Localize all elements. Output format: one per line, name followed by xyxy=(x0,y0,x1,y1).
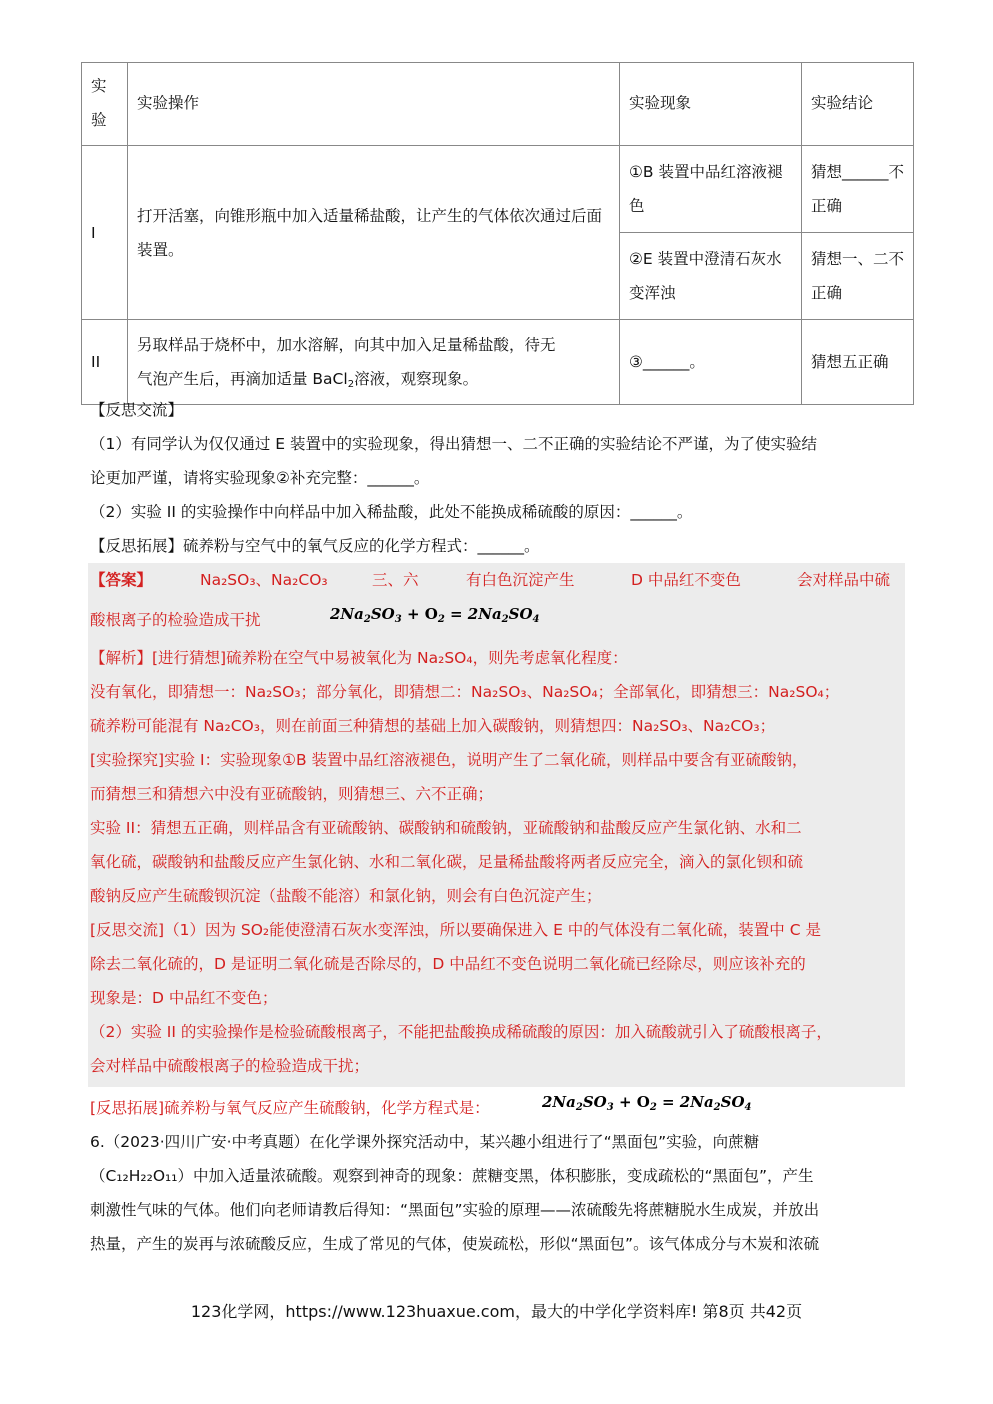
reflection-q1-line1: （1）有同学认为仅仅通过 E 装置中的实验现象，得出猜想一、二不正确的实验结论不严谨，为了使实验结 xyxy=(90,435,818,453)
analysis-line-13: 会对样品中硫酸根离子的检验造成干扰； xyxy=(90,1057,370,1075)
row1-label: I xyxy=(82,146,128,320)
table-row xyxy=(82,320,914,405)
header-conclusion: 实验结论 xyxy=(802,63,914,146)
row1-conclusion-b: 猜想一、二不正确 xyxy=(802,233,914,320)
table-header-row xyxy=(82,63,914,146)
answer-line xyxy=(90,568,902,592)
answer-1: Na₂SO₃、Na₂CO₃ xyxy=(200,571,328,589)
table-row xyxy=(82,146,914,233)
question6-line-4: 热量，产生的炭再与浓硫酸反应，生成了常见的气体，使炭疏松，形似“黑面包”。该气体成分与木炭和浓硫 xyxy=(90,1235,820,1253)
reflection-title: 【反思交流】 xyxy=(90,401,184,419)
row2-conclusion: 猜想五正确 xyxy=(802,320,914,405)
header-experiment: 实验 xyxy=(82,63,128,146)
row1-operation: 打开活塞，向锥形瓶中加入适量稀盐酸，让产生的气体依次通过后面装置。 xyxy=(128,146,620,320)
header-phenomenon: 实验现象 xyxy=(620,63,802,146)
question6-line-3: 刺激性气味的气体。他们向老师请教后得知：“黑面包”实验的原理——浓硫酸先将蔗糖脱水生成炭，并放出 xyxy=(90,1201,820,1219)
row2-phenomenon: ③______。 xyxy=(620,320,802,405)
answer-line-2 xyxy=(90,605,902,632)
analysis-line-14: [反思拓展]硫养粉与氧气反应产生硫酸钠，化学方程式是： $2Na_2SO_3 + O_2 = 2Na_2SO_4$ xyxy=(90,1096,902,1120)
analysis-equation: $2Na_2SO_3 + O_2 = 2Na_2SO_4$ xyxy=(542,1093,752,1113)
analysis-line-4: [实验探究]实验 I：实验现象①B 装置中品红溶液褪色，说明产生了二氧化硫，则样品中要含有亚硫酸钠， xyxy=(90,751,808,769)
answer-3: 有白色沉淀产生 xyxy=(466,571,575,589)
reflection-expand: 【反思拓展】硫养粉与空气中的氧气反应的化学方程式：______。 xyxy=(90,537,540,555)
reflection-q1-line2: 论更加严谨，请将实验现象②补充完整：______。 xyxy=(90,469,430,487)
analysis-line-1: 【解析】[进行猜想]硫养粉在空气中易被氧化为 Na₂SO₄，则先考虑氧化程度： xyxy=(90,649,628,667)
analysis-line-10: 除去二氧化硫的，D 是证明二氧化硫是否除尽的，D 中品红不变色说明二氧化硫已经除尽，则应该补充的 xyxy=(90,955,806,973)
row1-conclusion-a: 猜想______不正确 xyxy=(802,146,914,233)
row2-operation: 另取样品于烧杯中，加水溶解，向其中加入足量稀盐酸，待无 气泡产生后，再滴加适量 BaCl$_2$溶液，观察现象。 xyxy=(128,320,620,405)
analysis-line-5: 而猜想三和猜想六中没有亚硫酸钠，则猜想三、六不正确； xyxy=(90,785,494,803)
analysis-line-3: 硫养粉可能混有 Na₂CO₃，则在前面三种猜想的基础上加入碳酸钠，则猜想四：Na₂SO₃、Na₂CO₃； xyxy=(90,717,776,735)
row2-label: II xyxy=(82,320,128,405)
question6-line-2: （C₁₂H₂₂O₁₁）中加入适量浓硫酸。观察到神奇的现象：蔗糖变黑，体积膨胀，变成疏松的“黑面包”，产生 xyxy=(90,1167,814,1185)
analysis-line-6: 实验 II：猜想五正确，则样品含有亚硫酸钠、碳酸钠和硫酸钠，亚硫酸钠和盐酸反应产生氯化钠、水和二 xyxy=(90,819,802,837)
answer-5: 会对样品中硫 xyxy=(797,571,891,589)
row1-phenomenon-b: ②E 装置中澄清石灰水变浑浊 xyxy=(620,233,802,320)
analysis-line-8: 酸钠反应产生硫酸钡沉淀（盐酸不能溶）和氯化钠，则会有白色沉淀产生； xyxy=(90,887,602,905)
answer-label: 【答案】 xyxy=(90,571,153,589)
question6-line-1: 6.（2023·四川广安·中考真题）在化学课外探究活动中，某兴趣小组进行了“黑面包”实验，向蔗糖 xyxy=(90,1133,760,1151)
answer-5-cont: 酸根离子的检验造成干扰 xyxy=(90,611,261,629)
answer-4: D 中品红不变色 xyxy=(631,571,741,589)
reflection-q2: （2）实验 II 的实验操作中向样品中加入稀盐酸，此处不能换成稀硫酸的原因：______。 xyxy=(90,503,693,521)
answer-equation: $2Na_2SO_3 + O_2 = 2Na_2SO_4$ xyxy=(330,605,540,625)
experiment-table xyxy=(81,62,914,405)
analysis-line-9: [反思交流]（1）因为 SO₂能使澄清石灰水变浑浊，所以要确保进入 E 中的气体没有二氧化硫，装置中 C 是 xyxy=(90,921,821,939)
analysis-line-12: （2）实验 II 的实验操作是检验硫酸根离子，不能把盐酸换成稀硫酸的原因：加入硫酸就引入了硫酸根离子， xyxy=(90,1023,832,1041)
row1-phenomenon-a: ①B 装置中品红溶液褪色 xyxy=(620,146,802,233)
answer-2: 三、六 xyxy=(372,571,419,589)
page-footer: 123化学网，https://www.123huaxue.com，最大的中学化学资料库! 第8页 共42页 xyxy=(190,1302,803,1321)
header-operation: 实验操作 xyxy=(128,63,620,146)
analysis-line-7: 氧化硫，碳酸钠和盐酸反应产生氯化钠、水和二氧化碳，足量稀盐酸将两者反应完全，滴入的氯化钡和硫 xyxy=(90,853,804,871)
analysis-line-11: 现象是：D 中品红不变色； xyxy=(90,989,278,1007)
analysis-line-2: 没有氧化，即猜想一：Na₂SO₃；部分氧化，即猜想二：Na₂SO₃、Na₂SO₄；全部氧化，即猜想三：Na₂SO₄； xyxy=(90,683,840,701)
